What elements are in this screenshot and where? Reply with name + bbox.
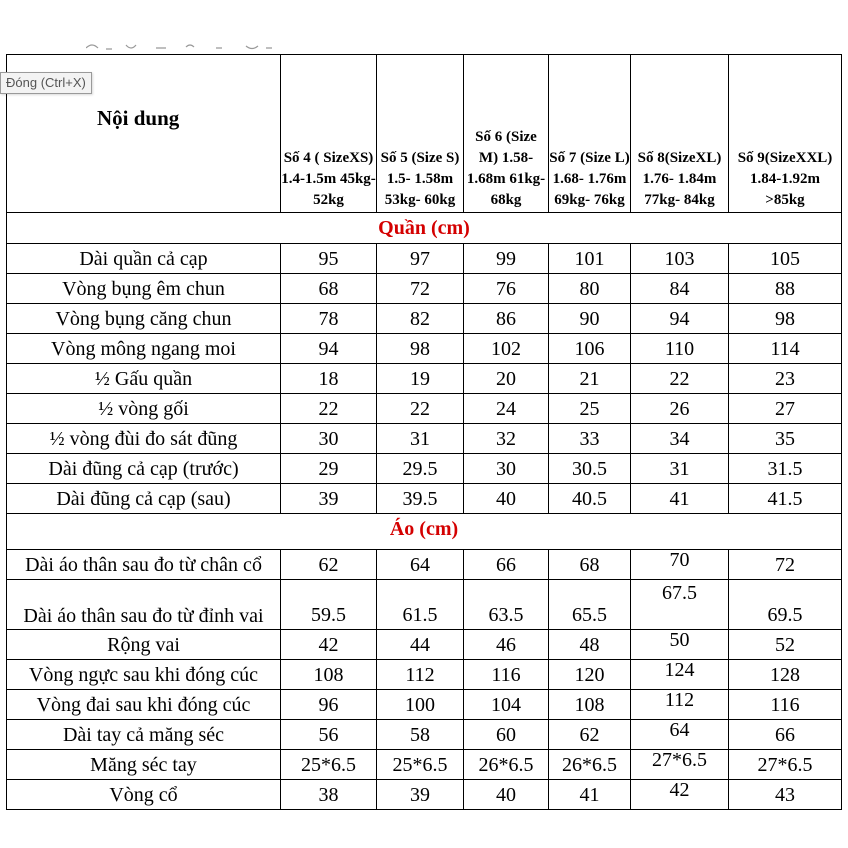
- cell-value: 62: [549, 720, 631, 750]
- cell-value: 72: [377, 274, 464, 304]
- cell-value: 41: [549, 780, 631, 810]
- cell-value-text: 124: [664, 659, 695, 681]
- cell-value: 114: [729, 334, 842, 364]
- cell-value: 27: [729, 394, 842, 424]
- cell-value: 22: [377, 394, 464, 424]
- cropped-text-fragment: [86, 42, 276, 52]
- cell-value: 26: [631, 394, 729, 424]
- cell-value: 19: [377, 364, 464, 394]
- row-label: Dài áo thân sau đo từ chân cổ: [7, 550, 281, 580]
- table-row: [7, 780, 842, 810]
- cell-value: 26*6.5: [464, 750, 549, 780]
- cell-value: 38: [281, 780, 377, 810]
- row-label: Vòng mông ngang moi: [7, 334, 281, 364]
- cell-value: 98: [729, 304, 842, 334]
- cell-value: 34: [631, 424, 729, 454]
- row-label: Dài tay cả măng séc: [7, 720, 281, 750]
- header-label: Nội dung: [7, 55, 281, 213]
- close-tooltip: Đóng (Ctrl+X): [0, 72, 92, 94]
- cell-value: 61.5: [377, 580, 464, 630]
- cell-value: 18: [281, 364, 377, 394]
- table-row: [7, 550, 842, 580]
- cell-value: 60: [464, 720, 549, 750]
- cell-value: 99: [464, 244, 549, 274]
- cell-value: 26*6.5: [549, 750, 631, 780]
- cell-value: 21: [549, 364, 631, 394]
- cell-value: 78: [281, 304, 377, 334]
- cell-value: 65.5: [549, 580, 631, 630]
- cell-value: 116: [464, 660, 549, 690]
- row-label: Vòng ngực sau khi đóng cúc: [7, 660, 281, 690]
- cell-value: 106: [549, 334, 631, 364]
- row-label: Dài quần cả cạp: [7, 244, 281, 274]
- section-title-row: [7, 514, 842, 550]
- row-label: ½ vòng đùi đo sát đũng: [7, 424, 281, 454]
- cell-value: 108: [281, 660, 377, 690]
- cell-value: 30: [464, 454, 549, 484]
- cell-value: 40.5: [549, 484, 631, 514]
- cell-value: 22: [281, 394, 377, 424]
- row-label: ½ Gấu quần: [7, 364, 281, 394]
- cell-value: 20: [464, 364, 549, 394]
- cell-value: 42: [281, 630, 377, 660]
- cell-value: 105: [729, 244, 842, 274]
- cell-value: 100: [377, 690, 464, 720]
- cell-value: [631, 580, 729, 630]
- cell-value: 44: [377, 630, 464, 660]
- table-row: [7, 660, 842, 690]
- cell-value: 25*6.5: [281, 750, 377, 780]
- size-chart-table: [6, 54, 842, 810]
- cell-value: 31.5: [729, 454, 842, 484]
- size-header: Số 8(SizeXL) 1.76- 1.84m 77kg- 84kg: [631, 55, 729, 213]
- size-header: Số 7 (Size L) 1.68- 1.76m 69kg- 76kg: [549, 55, 631, 213]
- cell-value: 76: [464, 274, 549, 304]
- cell-value: 97: [377, 244, 464, 274]
- cell-value: 86: [464, 304, 549, 334]
- cell-value: 31: [631, 454, 729, 484]
- cell-value: 59.5: [281, 580, 377, 630]
- cell-value: 98: [377, 334, 464, 364]
- size-header: Số 5 (Size S) 1.5- 1.58m 53kg- 60kg: [377, 55, 464, 213]
- cell-value: 90: [549, 304, 631, 334]
- cell-value: 24: [464, 394, 549, 424]
- cell-value: 96: [281, 690, 377, 720]
- cell-value: 56: [281, 720, 377, 750]
- cell-value: [631, 780, 729, 810]
- cell-value: 40: [464, 780, 549, 810]
- cell-value-text: 27*6.5: [652, 749, 707, 771]
- cell-value: 41: [631, 484, 729, 514]
- cell-value: 94: [281, 334, 377, 364]
- row-label: Vòng bụng căng chun: [7, 304, 281, 334]
- cell-value: 128: [729, 660, 842, 690]
- cell-value: 29.5: [377, 454, 464, 484]
- cell-value: 69.5: [729, 580, 842, 630]
- size-header: Số 4 ( SizeXS) 1.4-1.5m 45kg- 52kg: [281, 55, 377, 213]
- cell-value-text: 50: [669, 629, 690, 651]
- cell-value: 116: [729, 690, 842, 720]
- cell-value: 25: [549, 394, 631, 424]
- cell-value: 30: [281, 424, 377, 454]
- row-label: Măng séc tay: [7, 750, 281, 780]
- cell-value: 48: [549, 630, 631, 660]
- table-row: [7, 274, 842, 304]
- cell-value: 104: [464, 690, 549, 720]
- cell-value: 33: [549, 424, 631, 454]
- row-label: Vòng đai sau khi đóng cúc: [7, 690, 281, 720]
- cell-value: [631, 690, 729, 720]
- cell-value: 102: [464, 334, 549, 364]
- row-label: Rộng vai: [7, 630, 281, 660]
- cell-value: 110: [631, 334, 729, 364]
- section-title-row: [7, 213, 842, 244]
- cell-value: 108: [549, 690, 631, 720]
- section-title-shirt: Áo (cm): [7, 514, 842, 550]
- cell-value: 68: [549, 550, 631, 580]
- cell-value: 27*6.5: [729, 750, 842, 780]
- table-row: [7, 630, 842, 660]
- table-row: [7, 454, 842, 484]
- cell-value: [631, 660, 729, 690]
- cell-value: 63.5: [464, 580, 549, 630]
- cell-value: 66: [729, 720, 842, 750]
- cell-value: 88: [729, 274, 842, 304]
- size-header: Số 9(SizeXXL) 1.84-1.92m >85kg: [729, 55, 842, 213]
- row-label: ½ vòng gối: [7, 394, 281, 424]
- cell-value: 39: [377, 780, 464, 810]
- row-label: Vòng bụng êm chun: [7, 274, 281, 304]
- size-header: Số 6 (Size M) 1.58- 1.68m 61kg- 68kg: [464, 55, 549, 213]
- table-row: [7, 720, 842, 750]
- cell-value: 32: [464, 424, 549, 454]
- table-row: [7, 484, 842, 514]
- cell-value: 52: [729, 630, 842, 660]
- cell-value: 35: [729, 424, 842, 454]
- cell-value-text: 64: [669, 719, 690, 741]
- cell-value: 23: [729, 364, 842, 394]
- cell-value: 68: [281, 274, 377, 304]
- cell-value: [631, 630, 729, 660]
- cell-value: [631, 550, 729, 580]
- cell-value: 39: [281, 484, 377, 514]
- cell-value: 101: [549, 244, 631, 274]
- cell-value: 84: [631, 274, 729, 304]
- cell-value: 72: [729, 550, 842, 580]
- cell-value: 120: [549, 660, 631, 690]
- table-row: [7, 364, 842, 394]
- cell-value: 31: [377, 424, 464, 454]
- cell-value: 82: [377, 304, 464, 334]
- table-row: [7, 244, 842, 274]
- header-row: [7, 55, 842, 213]
- table-row: [7, 334, 842, 364]
- cell-value: 95: [281, 244, 377, 274]
- cell-value: 62: [281, 550, 377, 580]
- cell-value: 103: [631, 244, 729, 274]
- cell-value-text: 112: [664, 689, 695, 711]
- table-row: [7, 690, 842, 720]
- table-row: [7, 304, 842, 334]
- cell-value: [631, 750, 729, 780]
- cell-value: [631, 720, 729, 750]
- row-label: Dài đũng cả cạp (sau): [7, 484, 281, 514]
- cell-value: 40: [464, 484, 549, 514]
- cell-value: 64: [377, 550, 464, 580]
- cell-value-text: 67.5: [662, 582, 697, 604]
- row-label: Vòng cổ: [7, 780, 281, 810]
- table-row: [7, 580, 842, 630]
- table-row: [7, 424, 842, 454]
- cell-value: 39.5: [377, 484, 464, 514]
- cell-value: 58: [377, 720, 464, 750]
- table-row: [7, 750, 842, 780]
- cell-value: 22: [631, 364, 729, 394]
- cell-value: 80: [549, 274, 631, 304]
- row-label: Dài đũng cả cạp (trước): [7, 454, 281, 484]
- section-title-pants: Quần (cm): [7, 213, 842, 244]
- cell-value: 94: [631, 304, 729, 334]
- cell-value-text: 42: [669, 779, 690, 801]
- cell-value: 30.5: [549, 454, 631, 484]
- row-label: Dài áo thân sau đo từ đỉnh vai: [7, 580, 281, 630]
- cell-value: 112: [377, 660, 464, 690]
- cell-value: 25*6.5: [377, 750, 464, 780]
- cell-value: 43: [729, 780, 842, 810]
- cell-value: 41.5: [729, 484, 842, 514]
- cell-value: 29: [281, 454, 377, 484]
- cell-value: 46: [464, 630, 549, 660]
- table-row: [7, 394, 842, 424]
- cell-value: 66: [464, 550, 549, 580]
- cell-value-text: 70: [669, 549, 690, 571]
